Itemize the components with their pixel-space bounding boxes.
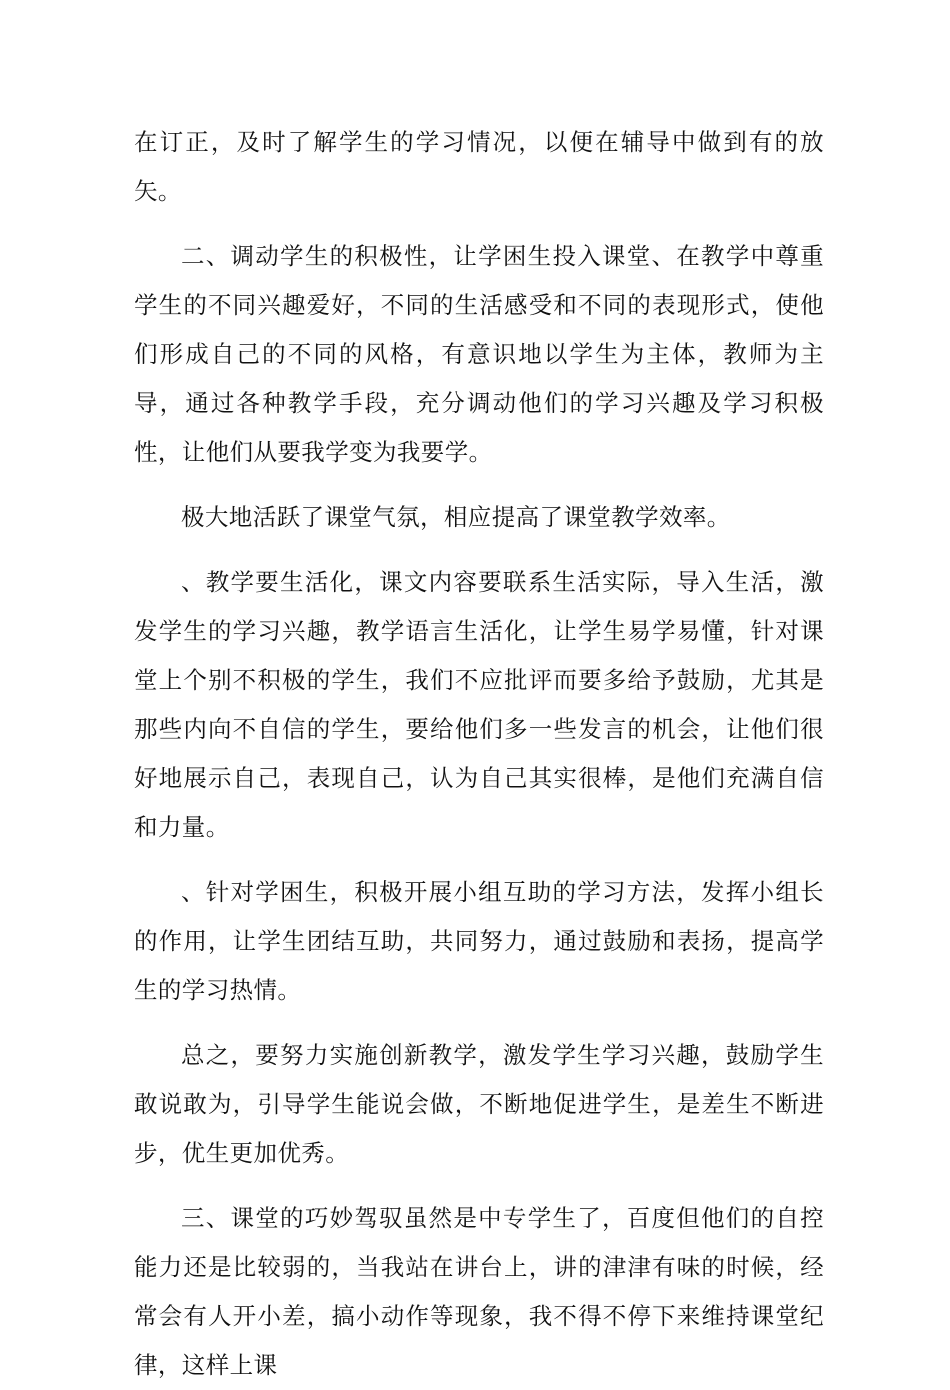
paragraph-2: 二、调动学生的积极性，让学困生投入课堂、在教学中尊重学生的不同兴趣爱好，不同的生活感受和不同的表现形式，使他们形成自己的不同的风格，有意识地以学生为主体，教师为主导，通过各种教学手段，充分调动他们的学习兴趣及学习积极性，让他们从要我学变为我要学。 [134,242,824,466]
paragraph-6: 总之，要努力实施创新教学，激发学生学习兴趣，鼓励学生敢说敢为，引导学生能说会做，不断地促进学生，是差生不断进步，优生更加优秀。 [134,1041,824,1167]
document-body [134,118,824,1390]
paragraph-5: 、针对学困生，积极开展小组互助的学习方法，发挥小组长的作用，让学生团结互助，共同努力，通过鼓励和表扬，提高学生的学习热情。 [134,878,824,1004]
paragraph-4: 、教学要生活化，课文内容要联系生活实际，导入生活，激发学生的学习兴趣，教学语言生活化，让学生易学易懂，针对课堂上个别不积极的学生，我们不应批评而要多给予鼓励，尤其是那些内向不自信的学生，要给他们多一些发言的机会，让他们很好地展示自己，表现自己，认为自己其实很棒，是他们充满自信和力量。 [134,568,824,841]
paragraph-7: 三、课堂的巧妙驾驭虽然是中专学生了，百度但他们的自控能力还是比较弱的，当我站在讲台上，讲的津津有味的时候，经常会有人开小差，搞小动作等现象，我不得不停下来维持课堂纪律，这样上课 [134,1204,824,1379]
paragraph-1: 在订正，及时了解学生的学习情况，以便在辅导中做到有的放矢。 [134,128,824,205]
paragraph-3: 极大地活跃了课堂气氛，相应提高了课堂教学效率。 [181,503,731,531]
